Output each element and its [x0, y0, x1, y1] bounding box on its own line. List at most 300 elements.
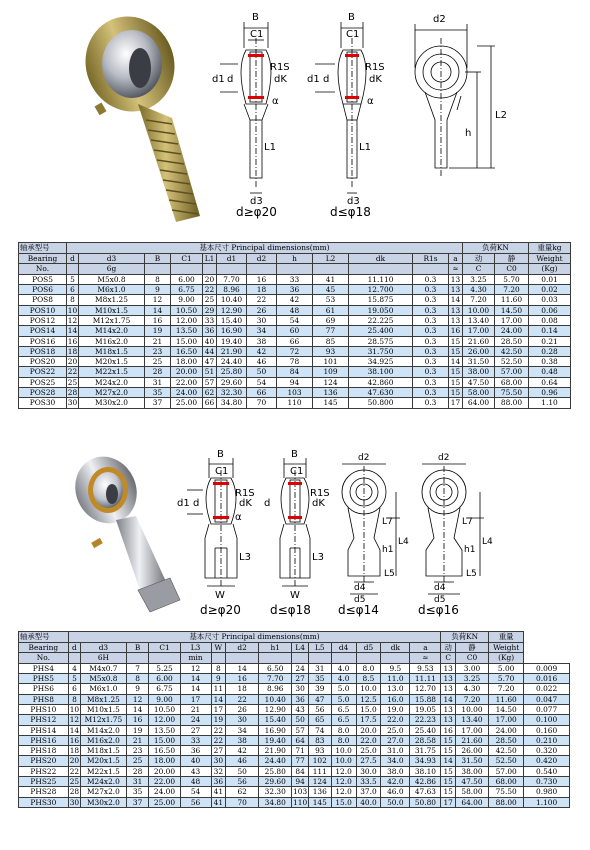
table-cell: 11.60 — [495, 295, 529, 305]
table-cell: 47.50 — [455, 777, 488, 787]
table-cell: 36 — [203, 326, 217, 336]
table-cell: 24.40 — [259, 756, 292, 766]
table-cell: 66 — [203, 398, 217, 408]
table-cell: 17 — [211, 704, 225, 714]
table-cell: 15 — [441, 746, 455, 756]
table-cell: 25.00 — [171, 398, 203, 408]
bearing-number-cell: PHS30 — [19, 797, 69, 807]
table-cell: 12.00 — [149, 715, 180, 725]
table-cell: 6.75 — [171, 285, 203, 295]
table-cell: 0.016 — [524, 674, 570, 684]
table-cell: M4x0.7 — [81, 663, 127, 673]
table-cell: 5 — [68, 674, 80, 684]
table-cell: 31 — [145, 377, 171, 387]
phs-label-h1-2: h1 — [464, 545, 476, 555]
table-cell: M12x1.75 — [81, 715, 127, 725]
table-cell: 7.20 — [489, 684, 524, 694]
column-header: d4 — [331, 642, 356, 653]
phs-rod-end-photo — [72, 450, 192, 615]
table-cell: 13 — [449, 305, 463, 315]
phs-spec-table — [18, 631, 570, 808]
table-cell: 35 — [308, 674, 331, 684]
table-row — [19, 674, 570, 684]
table-cell: 25 — [69, 776, 80, 786]
pos-spec-table — [18, 242, 571, 409]
table-cell: 8 — [67, 295, 79, 305]
pos-label-d3: d3 — [250, 196, 263, 207]
table-cell: 66 — [247, 388, 277, 398]
table-cell: 10.40 — [259, 694, 292, 704]
dims-header: 基本尺寸 Principal dimensions(mm) — [67, 243, 463, 254]
column-subheader — [145, 264, 171, 275]
dims-header: 基本尺寸 Principal dimensions(mm) — [68, 632, 441, 643]
table-cell: 20.0 — [356, 725, 381, 735]
table-cell: 32 — [211, 766, 225, 776]
table-cell: 52.50 — [489, 756, 524, 766]
table-cell: 10 — [69, 704, 80, 714]
table-cell: M30x2.0 — [79, 398, 145, 408]
table-row — [19, 388, 571, 398]
table-cell: 12 — [145, 295, 171, 305]
column-header: d — [67, 253, 79, 264]
table-cell: 48 — [180, 777, 211, 787]
bearing-number-cell: POS28 — [19, 388, 67, 398]
table-cell: 8 — [126, 674, 149, 684]
table-cell: 17.00 — [495, 315, 529, 325]
table-cell: M24x2.0 — [79, 377, 145, 387]
table-cell: 20 — [67, 357, 78, 367]
table-cell: 36 — [180, 746, 211, 756]
table-cell: 8 — [145, 274, 171, 284]
table-cell: 10.40 — [217, 295, 247, 305]
table-cell: 35 — [126, 787, 149, 797]
table-cell: 0.01 — [529, 274, 571, 284]
phs-label-d5: d5 — [354, 595, 366, 603]
table-cell: 14 — [180, 684, 211, 694]
table-cell: 34.80 — [259, 797, 292, 807]
table-cell: 13 — [449, 285, 463, 295]
table-cell: 48 — [277, 305, 313, 315]
phs-label-w-2: W — [290, 590, 300, 601]
table-cell: 12.0 — [331, 766, 356, 776]
table-cell: M6x1.0 — [81, 684, 127, 694]
table-cell: 24 — [292, 663, 309, 673]
column-subheader: C0 — [495, 264, 529, 275]
column-header: d2 — [247, 253, 277, 264]
table-cell: 0.160 — [524, 725, 570, 735]
table-cell: 14 — [226, 663, 259, 673]
column-subheader — [226, 653, 259, 664]
table-cell: 50 — [226, 766, 259, 776]
phs-label-l3-2: L3 — [312, 552, 324, 563]
table-cell: 31.75 — [410, 746, 441, 756]
table-cell: 46 — [226, 756, 259, 766]
table-cell: 16 — [247, 274, 277, 284]
table-cell: 8.5 — [356, 674, 381, 684]
phs-label-w: W — [215, 590, 225, 601]
table-cell: 12.700 — [349, 285, 413, 295]
column-header: B — [145, 253, 171, 264]
table-row — [19, 295, 571, 305]
weight-header-cn: 重量 — [489, 632, 524, 643]
table-cell: 136 — [313, 388, 349, 398]
table-cell: 3.25 — [455, 674, 488, 684]
table-cell: 0.3 — [413, 326, 449, 336]
table-cell: 12.0 — [331, 787, 356, 797]
column-header: L3 — [180, 642, 211, 653]
table-cell: 10 — [67, 305, 78, 315]
table-cell: 47.50 — [463, 377, 495, 387]
table-cell: 0.21 — [529, 336, 571, 346]
table-row — [19, 735, 570, 745]
phs-table-body — [19, 632, 570, 808]
table-cell: 9.53 — [410, 663, 441, 673]
table-cell: 12.90 — [259, 704, 292, 714]
table-cell: 24.00 — [495, 326, 529, 336]
table-cell: 15.0 — [356, 704, 381, 714]
table-cell: 26.00 — [455, 746, 488, 756]
table-cell: 5 — [67, 274, 79, 284]
table-cell: 102 — [308, 756, 331, 766]
table-cell: 28 — [126, 766, 149, 776]
pos-label-dk: dK — [274, 74, 287, 85]
column-header: d5 — [356, 642, 381, 653]
table-cell: 31 — [126, 777, 149, 787]
pos-rod-end-photo — [80, 8, 210, 230]
phs-label-r1s-2: R1S — [310, 488, 330, 499]
table-cell: 18 — [247, 285, 277, 295]
table-cell: 19.050 — [349, 305, 413, 315]
table-cell: 6.5 — [331, 715, 356, 725]
table-cell: 0.3 — [413, 315, 449, 325]
table-cell: 37 — [145, 398, 171, 408]
bearing-number-cell: POS20 — [19, 357, 67, 367]
phs-caption-18: d≤φ18 — [270, 603, 311, 617]
table-cell: 50.80 — [410, 797, 441, 807]
table-cell: M20x1.5 — [81, 756, 127, 766]
table-cell: 11.11 — [410, 674, 441, 684]
table-cell: 6.5 — [331, 704, 356, 714]
table-cell: 25 — [203, 295, 217, 305]
table-cell: 11 — [211, 684, 225, 694]
column-subheader — [308, 653, 331, 664]
table-row — [19, 315, 571, 325]
table-cell: 15 — [441, 735, 455, 745]
bearing-number-cell: PHS25 — [19, 777, 69, 787]
table-cell: 3.00 — [455, 663, 488, 673]
table-cell: 4.30 — [463, 285, 495, 295]
table-cell: 88.00 — [495, 398, 529, 408]
table-cell: 42.50 — [495, 346, 529, 356]
table-cell: 84 — [277, 367, 313, 377]
phs-label-l4: L4 — [398, 537, 409, 547]
bearing-number-cell: POS18 — [19, 346, 67, 356]
table-cell: 17 — [180, 694, 211, 704]
table-cell: 124 — [313, 377, 349, 387]
pos-section-drawing-front — [395, 8, 515, 188]
table-cell: 13.40 — [455, 715, 488, 725]
pos-label-l2: L2 — [495, 110, 507, 121]
table-cell: 4.0 — [331, 674, 356, 684]
bearing-number-cell: POS6 — [19, 285, 67, 295]
table-cell: 13 — [449, 315, 463, 325]
table-cell: 12 — [67, 315, 78, 325]
table-row — [19, 725, 570, 735]
table-cell: 24.00 — [489, 725, 524, 735]
table-cell: 25.0 — [356, 746, 381, 756]
column-subheader — [381, 653, 410, 664]
column-header: d3 — [81, 642, 127, 653]
table-cell: 0.96 — [529, 388, 571, 398]
table-cell: 34.93 — [410, 756, 441, 766]
table-cell: 0.64 — [529, 377, 571, 387]
table-cell: 14 — [67, 326, 78, 336]
column-subheader: C — [463, 264, 495, 275]
phs-label-d5-2: d5 — [434, 595, 446, 603]
table-cell: 16.90 — [217, 326, 247, 336]
table-cell: 17.00 — [463, 326, 495, 336]
table-cell: 26 — [226, 704, 259, 714]
table-cell: 0.3 — [413, 367, 449, 377]
table-cell: 13 — [441, 674, 455, 684]
table-cell: 50.0 — [381, 797, 410, 807]
table-cell: 14 — [180, 674, 211, 684]
table-cell: 34.925 — [349, 357, 413, 367]
table-cell: 111 — [308, 766, 331, 776]
table-cell: 31.0 — [381, 746, 410, 756]
table-cell: 22.0 — [356, 735, 381, 745]
table-cell: 47 — [203, 357, 217, 367]
column-subheader: C — [441, 653, 455, 664]
table-cell: 34 — [247, 326, 277, 336]
table-cell: 94 — [277, 377, 313, 387]
table-cell: 38.00 — [463, 367, 495, 377]
table-cell: 17 — [449, 398, 463, 408]
table-cell: 0.320 — [524, 746, 570, 756]
pos-label-d-2: d — [323, 74, 330, 85]
table-cell: 31.50 — [455, 756, 488, 766]
table-cell: 0.38 — [529, 357, 571, 367]
table-row — [19, 398, 571, 408]
table-row — [19, 305, 571, 315]
table-cell: 0.06 — [529, 305, 571, 315]
table-cell: 13 — [441, 704, 455, 714]
table-cell: 30 — [226, 715, 259, 725]
table-cell: M22x1.5 — [81, 766, 127, 776]
column-subheader: (Kg) — [489, 653, 524, 664]
table-cell: 14 — [211, 694, 225, 704]
table-row — [19, 285, 571, 295]
table-cell: 28.50 — [495, 336, 529, 346]
table-cell: 28.50 — [489, 735, 524, 745]
table-cell: M27x2.0 — [79, 388, 145, 398]
table-cell: 70 — [247, 398, 277, 408]
column-header: d — [68, 642, 80, 653]
table-row — [19, 766, 570, 776]
table-cell: 12 — [69, 715, 80, 725]
table-cell: 17.00 — [489, 715, 524, 725]
table-cell: 64.00 — [455, 797, 488, 807]
table-cell: 22.225 — [349, 315, 413, 325]
table-cell: 33 — [180, 735, 211, 745]
column-header: R1s — [413, 253, 449, 264]
table-cell: 45 — [313, 285, 349, 295]
table-cell: 1.10 — [529, 398, 571, 408]
phs-section-drawing-front-14 — [330, 448, 410, 603]
load-header: 负荷KN — [463, 243, 529, 254]
table-cell: 75.50 — [489, 787, 524, 797]
bearing-number-cell: POS5 — [19, 274, 67, 284]
table-cell: 25.400 — [349, 326, 413, 336]
table-cell: M5x0.8 — [79, 274, 145, 284]
table-cell: 50 — [292, 715, 309, 725]
column-header: 静 — [495, 253, 529, 264]
pos-label-d3-2: d3 — [347, 196, 360, 207]
bearing-number-cell: PHS5 — [19, 674, 69, 684]
phs-label-l7: L7 — [382, 517, 393, 527]
table-cell: 16 — [441, 725, 455, 735]
table-cell: 0.3 — [413, 295, 449, 305]
column-header: dk — [349, 253, 413, 264]
table-cell: 0.3 — [413, 336, 449, 346]
table-cell: 25.00 — [149, 797, 180, 807]
table-cell: 15 — [449, 346, 463, 356]
column-subheader — [313, 264, 349, 275]
table-cell: 109 — [313, 367, 349, 377]
table-cell: 27 — [211, 746, 225, 756]
table-cell: 56 — [180, 797, 211, 807]
table-cell: 22 — [203, 285, 217, 295]
table-cell: 4.30 — [455, 684, 488, 694]
table-cell: 53 — [313, 295, 349, 305]
table-cell: 16 — [226, 674, 259, 684]
table-cell: 0.009 — [524, 663, 570, 673]
table-cell: 39 — [308, 684, 331, 694]
table-cell: 0.420 — [524, 756, 570, 766]
table-cell: 57 — [292, 725, 309, 735]
table-cell: 8.96 — [217, 285, 247, 295]
table-cell: 0.3 — [413, 305, 449, 315]
table-cell: M5x0.8 — [81, 674, 127, 684]
table-cell: 13.50 — [171, 326, 203, 336]
table-row — [19, 367, 571, 377]
table-cell: 8.0 — [356, 663, 381, 673]
table-cell: 37 — [126, 797, 149, 807]
table-cell: 27 — [292, 674, 309, 684]
table-cell: 42.860 — [349, 377, 413, 387]
phs-section-drawing-small — [262, 448, 332, 603]
table-cell: 41 — [313, 274, 349, 284]
table-cell: 7.70 — [217, 274, 247, 284]
table-cell: 30 — [211, 756, 225, 766]
table-header-row — [19, 632, 570, 643]
table-cell: 0.3 — [413, 388, 449, 398]
table-cell: 12 — [180, 663, 211, 673]
bearing-header-cn: 轴承型号 — [19, 632, 69, 643]
table-cell: 58.00 — [455, 787, 488, 797]
phs-label-d2: d2 — [358, 453, 370, 463]
table-cell: 5.70 — [489, 674, 524, 684]
table-cell: 18 — [226, 684, 259, 694]
table-cell: 19 — [211, 715, 225, 725]
phs-caption-20: d≥φ20 — [200, 603, 241, 617]
table-cell: 25.40 — [410, 725, 441, 735]
bearing-number-cell: PHS22 — [19, 766, 69, 776]
table-cell: 0.022 — [524, 684, 570, 694]
table-cell: 38 — [247, 336, 277, 346]
table-cell: 21 — [180, 704, 211, 714]
table-cell: 62 — [203, 388, 217, 398]
column-header: C1 — [149, 642, 180, 653]
table-cell: 11.60 — [489, 694, 524, 704]
table-cell: 13.0 — [381, 684, 410, 694]
table-cell: 25 — [145, 357, 171, 367]
table-cell: 25.0 — [381, 725, 410, 735]
table-cell: M14x2.0 — [81, 725, 127, 735]
table-row — [19, 746, 570, 756]
table-cell: 60 — [277, 326, 313, 336]
table-cell: 103 — [293, 787, 308, 797]
phs-label-c1: C1 — [215, 466, 229, 477]
table-header-row — [19, 653, 570, 664]
pos-label-r1s-2: R1S — [365, 62, 385, 73]
table-cell: 25 — [126, 756, 149, 766]
table-cell: M8x1.25 — [79, 295, 145, 305]
phs-label-c1-2: C1 — [290, 466, 304, 477]
table-cell: 58.00 — [463, 388, 495, 398]
table-cell: 42 — [277, 295, 313, 305]
table-cell: 34.0 — [381, 756, 410, 766]
phs-label-b-2: B — [291, 449, 298, 460]
table-cell: 8.96 — [259, 684, 292, 694]
table-cell: 42.86 — [410, 777, 441, 787]
table-cell: 27.0 — [381, 735, 410, 745]
table-cell: 28 — [69, 787, 80, 797]
column-subheader — [68, 653, 80, 664]
table-cell: 0.730 — [524, 777, 570, 787]
bearing-number-cell: PHS14 — [19, 725, 69, 735]
table-cell: 40 — [203, 336, 217, 346]
table-cell: 43 — [180, 766, 211, 776]
column-subheader: (Kg) — [529, 264, 571, 275]
column-subheader: ≈ — [449, 264, 463, 275]
table-cell: 38.0 — [381, 766, 410, 776]
table-cell: 7.20 — [463, 295, 495, 305]
bearing-header-no: No. — [19, 264, 67, 275]
pos-label-d: d — [227, 74, 234, 85]
table-cell: 18 — [69, 746, 80, 756]
table-cell: 25.80 — [217, 367, 247, 377]
table-row — [19, 756, 570, 766]
table-cell: 25.80 — [259, 766, 292, 776]
table-cell: 16.50 — [171, 346, 203, 356]
weight-header-cn: 重量kg — [529, 243, 571, 254]
column-subheader — [356, 653, 381, 664]
table-cell: 4 — [68, 663, 80, 673]
table-cell: 16.0 — [381, 694, 410, 704]
column-header: d3 — [79, 253, 145, 264]
table-cell: 23 — [126, 746, 149, 756]
table-cell: 21.90 — [217, 346, 247, 356]
table-cell: 136 — [308, 787, 331, 797]
table-row — [19, 663, 570, 673]
phs-label-l7-2: L7 — [462, 517, 473, 527]
column-header: h — [277, 253, 313, 264]
table-cell: 52.50 — [495, 357, 529, 367]
table-cell: 15.00 — [171, 336, 203, 346]
table-cell: 0.980 — [524, 787, 570, 797]
bearing-header-en: Bearing — [19, 642, 69, 653]
